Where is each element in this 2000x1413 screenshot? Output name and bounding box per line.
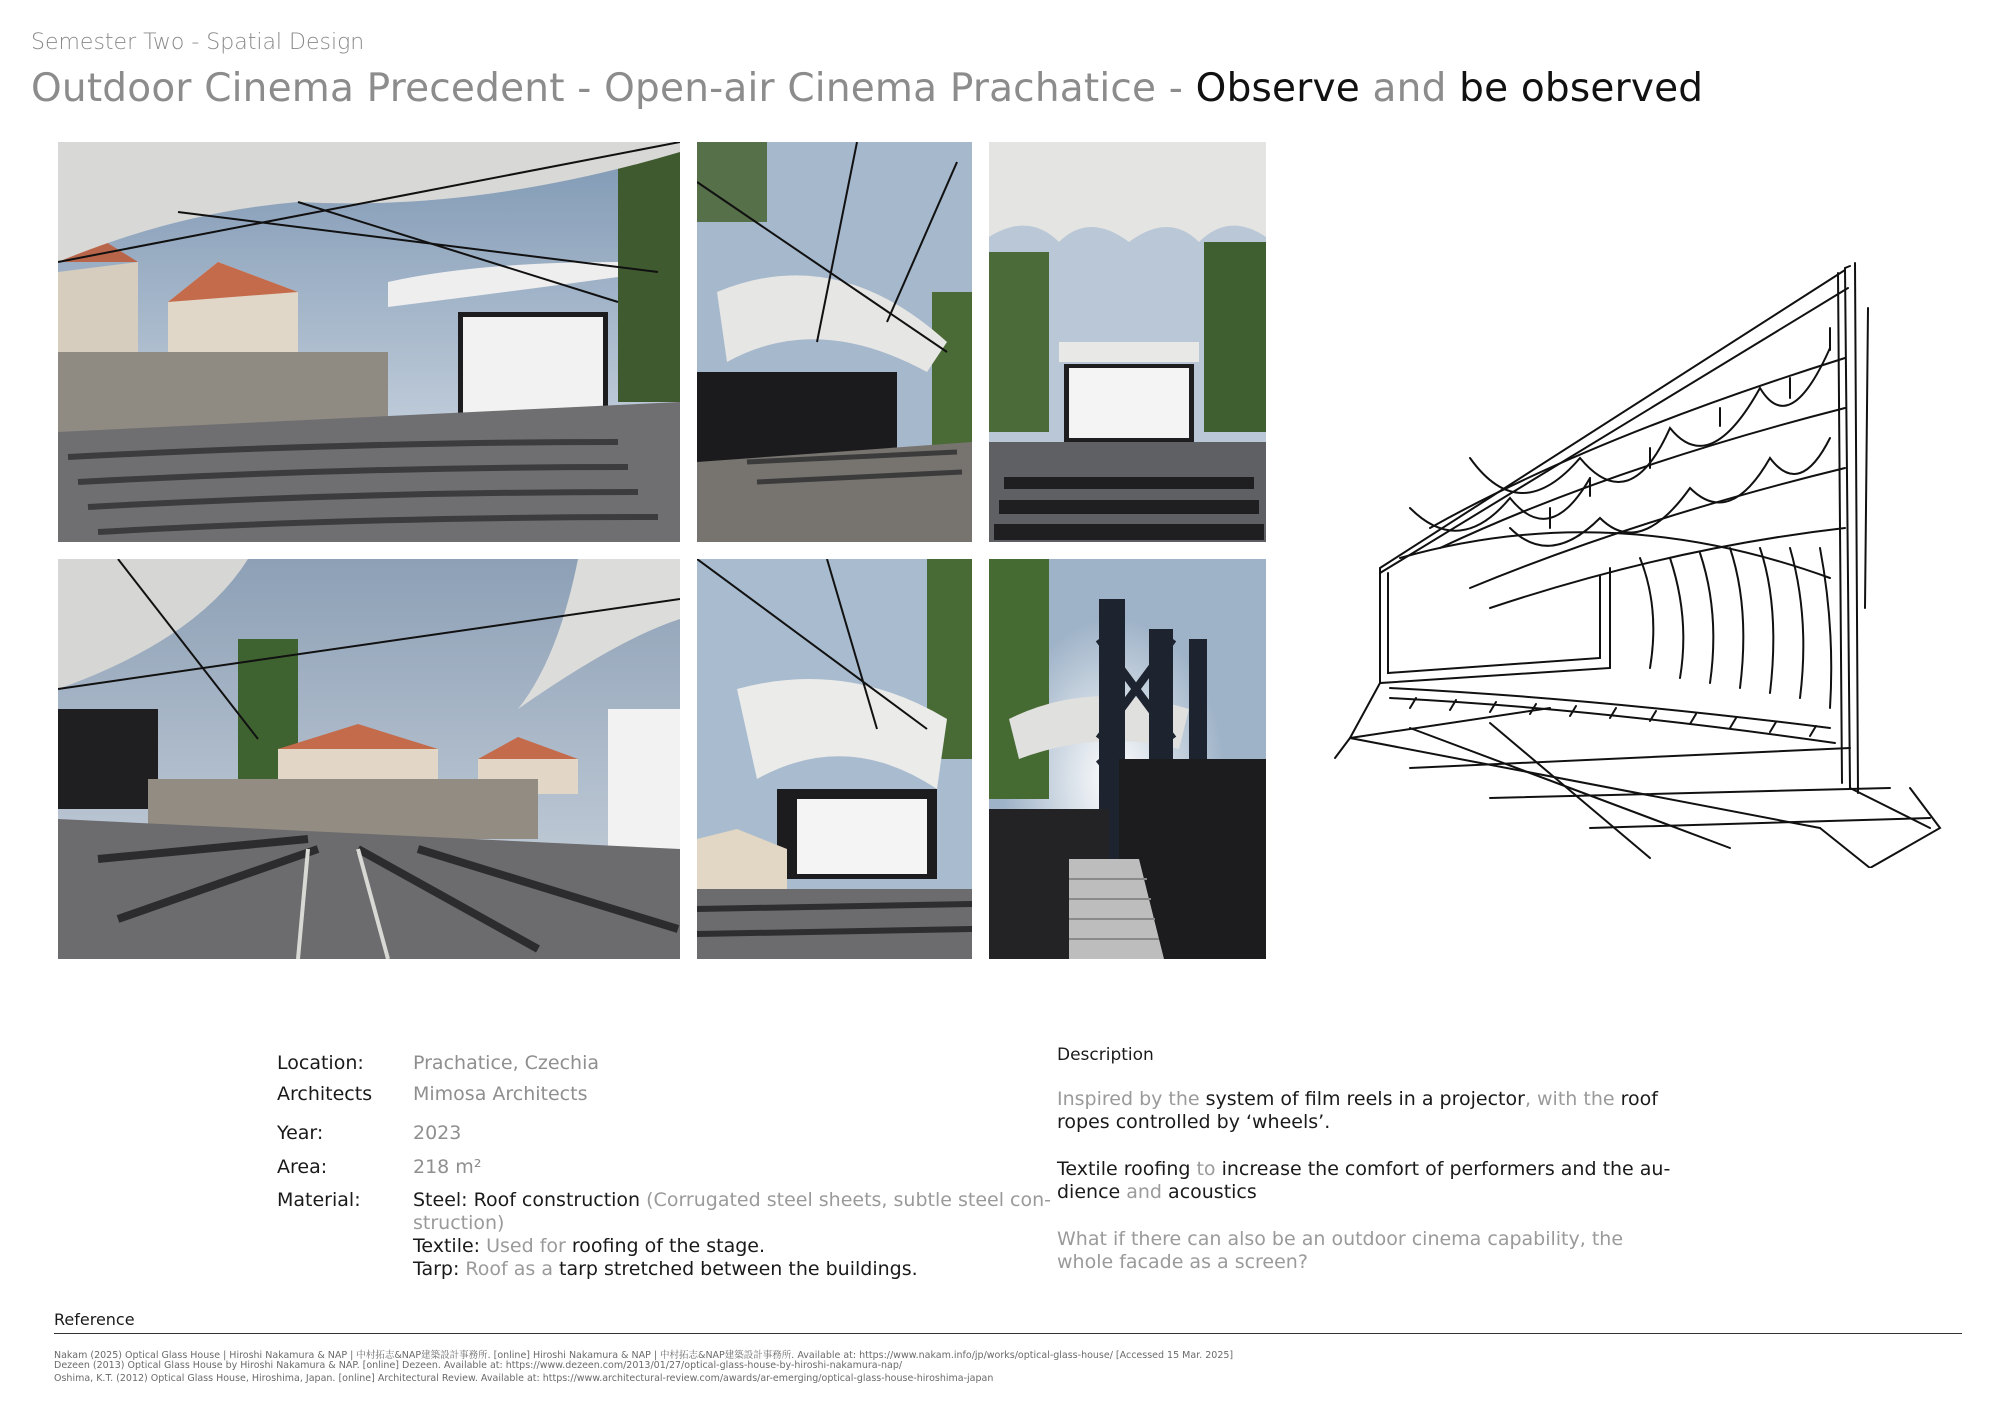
material-textile	[413, 1235, 765, 1257]
perspective-sketch	[1290, 228, 1960, 868]
title-part-3: and	[1359, 66, 1460, 111]
material-steel-grey2: struction)	[413, 1212, 505, 1234]
photo-auditorium-wide	[58, 142, 680, 542]
desc-p1-e: ropes controlled by ‘wheels’.	[1057, 1111, 1331, 1133]
material-tarp-key: Tarp:	[413, 1258, 466, 1280]
material-tarp-grey: Roof as a	[465, 1258, 560, 1280]
desc-p2-d: dience	[1057, 1181, 1127, 1203]
architects-value: Mimosa Architects	[413, 1083, 588, 1105]
desc-p2-a: Textile roofing	[1057, 1158, 1197, 1180]
reference-title: Reference	[54, 1310, 135, 1329]
reference-line-1: Nakam (2025) Optical Glass House | Hiroshi Nakamura & NAP | 中村拓志&NAP建築設計事務所. [online] Hiroshi Nakamura & NAP | 中村拓志&NAP建築設計事務所. Available at: https://www.nakam.info/jp/works/optical-glass-house/ [Accessed 15 Mar. 2025]	[54, 1350, 1234, 1361]
material-textile-key: Textile:	[413, 1235, 487, 1257]
material-steel-cont	[413, 1212, 504, 1234]
area-label: Area:	[277, 1156, 328, 1178]
description-paragraph-1	[1057, 1088, 1697, 1134]
material-label: Material:	[277, 1189, 361, 1211]
photo-seating-rows	[58, 559, 680, 959]
material-steel-dark: Roof construction	[473, 1189, 647, 1211]
location-value: Prachatice, Czechia	[413, 1052, 599, 1074]
desc-p2-f: acoustics	[1168, 1181, 1257, 1203]
title-part-2: Observe	[1195, 66, 1360, 111]
title-part-4: be observed	[1459, 66, 1704, 111]
year-value: 2023	[413, 1122, 462, 1144]
reference-line-2: Dezeen (2013) Optical Glass House by Hiroshi Nakamura & NAP. [online] Dezeen. Available at: https://www.dezeen.com/2013/01/27/optical-glass-house-by-hiroshi-nakamura-nap/	[54, 1360, 903, 1371]
desc-p1-d: roof	[1620, 1088, 1658, 1110]
material-steel	[413, 1189, 1051, 1211]
page-title	[31, 66, 1703, 111]
material-steel-key: Steel:	[413, 1189, 474, 1211]
description-title: Description	[1057, 1045, 1154, 1065]
desc-p1-c: , with the	[1524, 1088, 1621, 1110]
location-label: Location:	[277, 1052, 364, 1074]
photo-canopy-side	[697, 142, 972, 542]
reference-line-3: Oshima, K.T. (2012) Optical Glass House, Hiroshima, Japan. [online] Architectural Review. Available at: https://www.architectural-review.com/awards/ar-emerging/optical-glass-house-hiroshima-japan	[54, 1373, 994, 1384]
material-steel-grey: (Corrugated steel sheets, subtle steel con-	[646, 1189, 1051, 1211]
photo-screen-canopy	[697, 559, 972, 959]
material-tarp	[413, 1258, 918, 1280]
architects-label: Architects	[277, 1083, 373, 1105]
reference-divider	[54, 1333, 1962, 1334]
description-question	[1057, 1228, 1697, 1274]
material-tarp-dark: tarp stretched between the buildings.	[559, 1258, 918, 1280]
desc-q-line-2: whole facade as a screen?	[1057, 1251, 1308, 1273]
desc-p1-a: Inspired by the	[1057, 1088, 1206, 1110]
title-part-1: Outdoor Cinema Precedent - Open-air Cinema Prachatice -	[31, 66, 1196, 111]
desc-p2-b: to	[1196, 1158, 1222, 1180]
desc-p2-e: and	[1126, 1181, 1169, 1203]
desc-q-line-1: What if there can also be an outdoor cinema capability, the	[1057, 1228, 1624, 1250]
year-label: Year:	[277, 1122, 324, 1144]
material-textile-dark: roofing of the stage.	[571, 1235, 765, 1257]
description-paragraph-2	[1057, 1158, 1697, 1204]
photo-steel-structure	[989, 559, 1266, 959]
material-textile-grey: Used for	[486, 1235, 572, 1257]
desc-p2-c: increase the comfort of performers and the au-	[1221, 1158, 1671, 1180]
area-value: 218 m²	[413, 1156, 482, 1178]
photo-screen-front	[989, 142, 1266, 542]
page-subtitle: Semester Two - Spatial Design	[31, 30, 365, 55]
desc-p1-b: system of film reels in a projector	[1205, 1088, 1525, 1110]
